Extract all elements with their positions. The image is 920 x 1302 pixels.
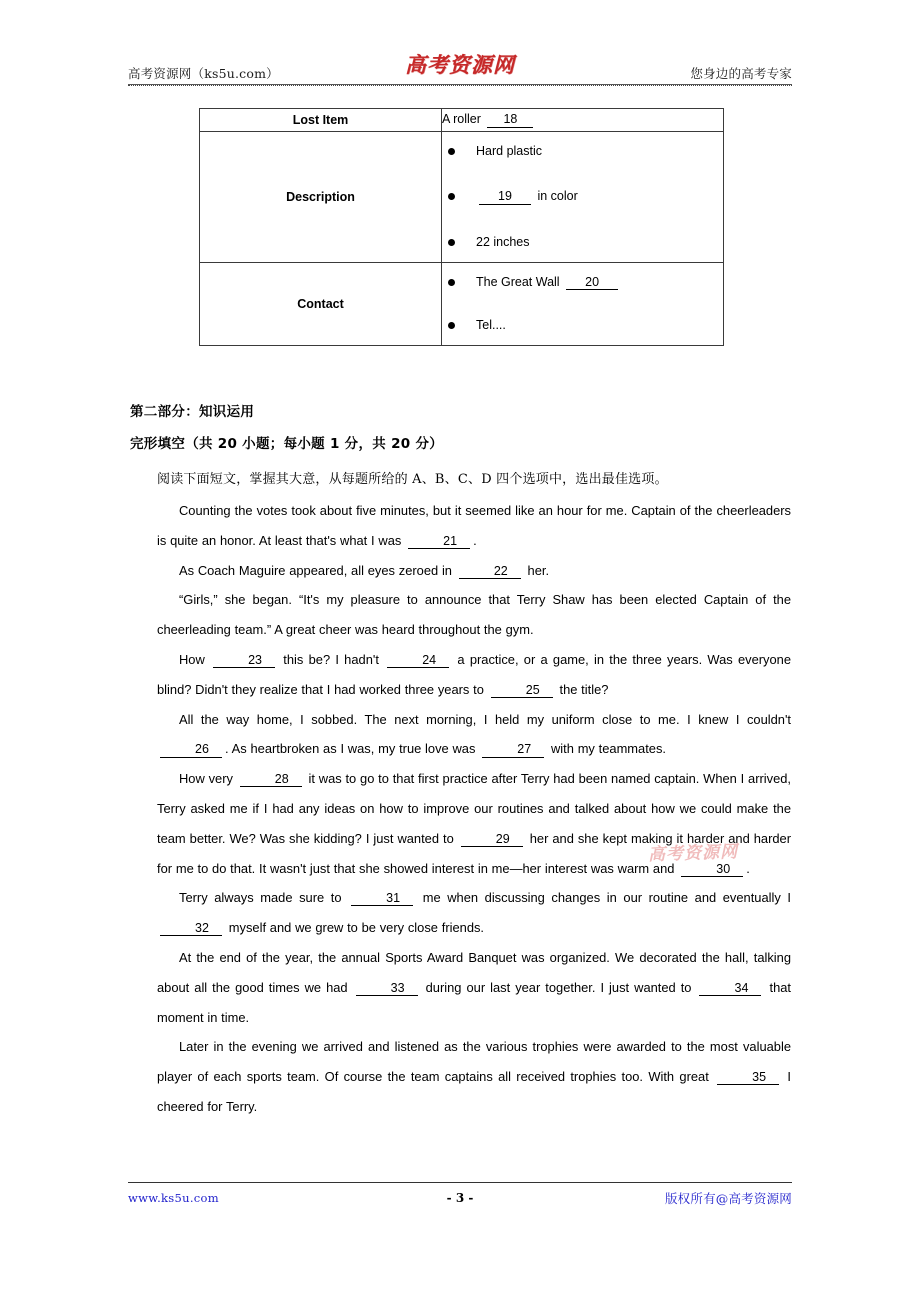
blank-35[interactable]: 35 [717, 1071, 779, 1085]
table-row [200, 132, 724, 263]
page-watermark: 高考资源网 [647, 841, 739, 866]
footer-row [128, 1188, 792, 1208]
table-row [200, 109, 724, 132]
bullet-text: Tel.... [476, 318, 506, 333]
list-item [442, 144, 723, 159]
blank-30[interactable]: 30 [681, 863, 743, 877]
paragraph: All the way home, I sobbed. The next morning, I held my uniform close to me. I knew I couldn't 26 . As heartbroken as I was, my true love was 27 with my teammates. [157, 705, 791, 765]
list-item [442, 318, 723, 333]
section-heading-part-two: 第二部分：知识运用 [130, 404, 255, 420]
header-row [128, 52, 792, 82]
page-number: - 3 - [446, 1191, 474, 1205]
row-label-description: Description [200, 132, 442, 263]
section-heading-cloze: 完形填空（共 20 小题；每小题 1 分，共 20 分） [130, 436, 444, 452]
blank-22[interactable]: 22 [459, 565, 521, 579]
paragraph: “Girls,” she began. “It's my pleasure to announce that Terry Shaw has been elected Captain of the cheerleading team.” A great cheer was heard throughout the gym. [157, 592, 791, 638]
footer-copyright: 版权所有@高考资源网 [664, 1191, 792, 1206]
footer-divider [128, 1182, 792, 1183]
row-label-contact: Contact [200, 263, 442, 346]
header-divider [128, 84, 792, 86]
blank-31[interactable]: 31 [351, 892, 413, 906]
lost-item-table [199, 108, 724, 346]
blank-33[interactable]: 33 [356, 982, 418, 996]
blank-26[interactable]: 26 [160, 743, 222, 757]
row-value-description [442, 132, 724, 263]
page-footer [128, 1182, 792, 1208]
description-bullet-list [442, 144, 723, 249]
table-row [200, 263, 724, 346]
blank-19[interactable]: 19 [479, 190, 531, 204]
header-right-slogan: 您身边的高考专家 [690, 66, 792, 81]
page-header [128, 52, 792, 86]
blank-27[interactable]: 27 [482, 743, 544, 757]
contact-bullet-list [442, 275, 723, 333]
list-item [442, 189, 723, 204]
paragraph: Later in the evening we arrived and listened as the various trophies were awarded to the most valuable player of each sports team. Of course the team captains all received trophies too. With great 35 I cheered for Terry. [157, 1039, 791, 1114]
paragraph: How 23 this be? I hadn't 24 a practice, or a game, in the three years. Was everyone blind? Didn't they realize that I had worked three years to 25 the title? [157, 651, 791, 697]
paragraph: Counting the votes took about five minutes, but it seemed like an hour for me. Captain of the cheerleaders is quite an honor. At least that's what I was 21 . [157, 503, 791, 548]
header-left-text: 高考资源网（ks5u.com） [128, 66, 279, 81]
blank-23[interactable]: 23 [213, 654, 275, 668]
paragraph: As Coach Maguire appeared, all eyes zeroed in 22 her. [179, 562, 550, 578]
blank-20[interactable]: 20 [566, 276, 618, 290]
blank-21[interactable]: 21 [408, 535, 470, 549]
row-value-contact [442, 263, 724, 346]
blank-24[interactable]: 24 [387, 654, 449, 668]
blank-34[interactable]: 34 [699, 982, 761, 996]
bullet-text: The Great Wall [476, 274, 560, 289]
row-label-lost-item: Lost Item [200, 109, 442, 132]
bullet-text-after: in color [537, 189, 578, 204]
blank-32[interactable]: 32 [160, 922, 222, 936]
cloze-passage [157, 496, 791, 1122]
footer-website-link[interactable]: www.ks5u.com [128, 1191, 219, 1205]
paragraph: At the end of the year, the annual Sports Award Banquet was organized. We decorated the hall, talking about all the good times we had 33 during our last year together. I just wanted to 34 that moment in time. [157, 949, 791, 1025]
blank-18[interactable]: 18 [487, 113, 533, 127]
site-logo: 高考资源网 [405, 52, 515, 77]
blank-29[interactable]: 29 [461, 833, 523, 847]
list-item [442, 275, 723, 290]
bullet-text: Hard plastic [476, 144, 542, 159]
bullet-text: 22 inches [476, 234, 530, 249]
blank-25[interactable]: 25 [491, 684, 553, 698]
list-item [442, 235, 723, 250]
paragraph: How very 28 it was to go to that first practice after Terry had been named captain. When I arrived, Terry asked me if I had any ideas on how to improve our routines and talked about how we could make the team better. We? Was she kidding? I just wanted to 29 her and she kept making it harder and harder for me to do that. It wasn't just that she showed interest in me—her interest was warm and 30 . [157, 771, 792, 876]
lost-item-text: A roller [442, 112, 481, 127]
row-value-lost-item [442, 109, 724, 132]
paragraph: Terry always made sure to 31 me when discussing changes in our routine and eventually I 32 myself and we grew to be very close friends. [157, 883, 791, 943]
cloze-instruction: 阅读下面短文，掌握其大意，从每题所给的 A、B、C、D 四个选项中，选出最佳选项。 [157, 472, 668, 487]
blank-28[interactable]: 28 [240, 773, 302, 787]
